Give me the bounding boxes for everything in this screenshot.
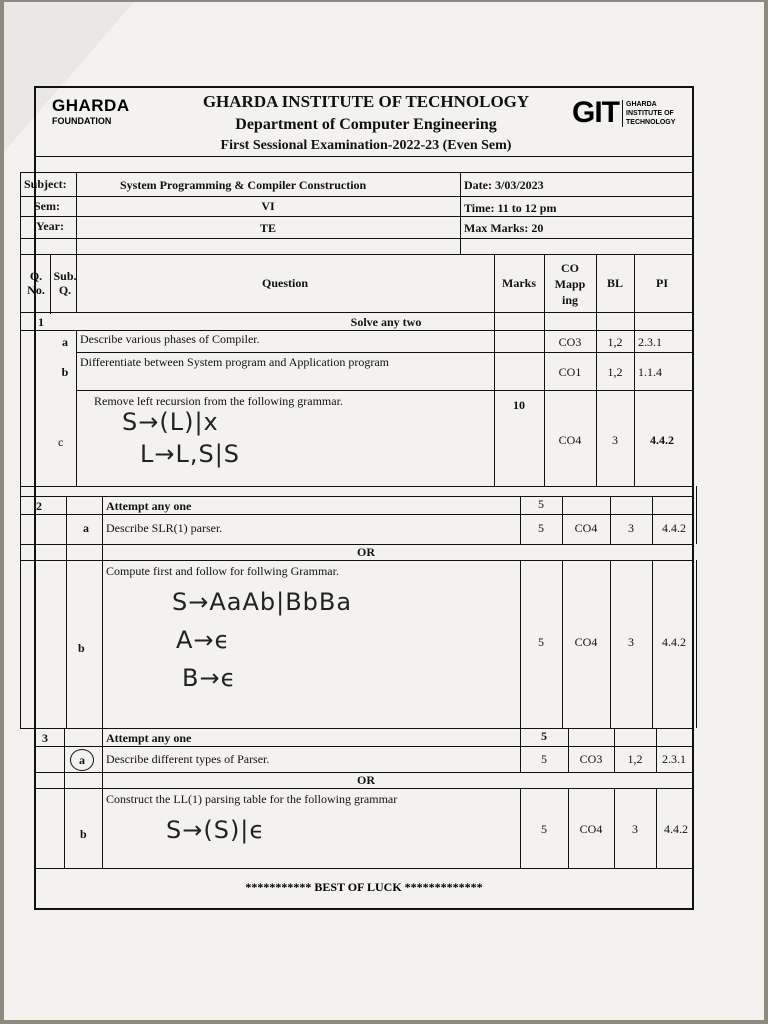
q3-instruction: Attempt any one xyxy=(106,730,192,745)
q3a-marks: 5 xyxy=(541,751,547,766)
q2a-bl: 3 xyxy=(628,520,634,535)
q1b-bl: 1,2 xyxy=(607,364,623,379)
q2b-co: CO4 xyxy=(574,634,598,649)
q1b-sub: b xyxy=(61,364,69,379)
q2b-marks: 5 xyxy=(538,634,544,649)
q2b-sub: b xyxy=(78,640,85,655)
q3b-bl: 3 xyxy=(632,821,638,836)
q2a-pi: 4.4.2 xyxy=(662,520,686,535)
best-of-luck-footer: *********** BEST OF LUCK ************* xyxy=(245,880,483,894)
q3-number: 3 xyxy=(42,730,48,745)
q3-or-label: OR xyxy=(357,772,375,787)
q2a-text: Describe SLR(1) parser. xyxy=(106,520,223,535)
q2a-sub: a xyxy=(83,520,89,535)
q1c-co: CO4 xyxy=(558,432,582,447)
q2b-grammar-line1: S→AaAb|BbBa xyxy=(172,588,353,616)
col-question: Question xyxy=(261,275,308,290)
q1c-grammar-line2: L→L,S|S xyxy=(140,440,241,468)
institute-name: GHARDA INSTITUTE OF TECHNOLOGY xyxy=(202,92,530,111)
q1-number: 1 xyxy=(38,314,44,329)
q1c-pi: 4.4.2 xyxy=(650,432,674,447)
sem-value: VI xyxy=(261,198,275,213)
q2-marks: 5 xyxy=(538,496,544,511)
q1c-bl: 3 xyxy=(612,432,618,447)
q1a-text: Describe various phases of Compiler. xyxy=(80,331,260,346)
exam-date: Date: 3/03/2023 xyxy=(464,177,544,192)
col-pi: PI xyxy=(656,275,668,290)
q2a-marks: 5 xyxy=(538,520,544,535)
q1c-text: Remove left recursion from the following grammar. xyxy=(94,393,343,408)
subject-value: System Programming & Compiler Construction xyxy=(120,177,367,192)
q3a-sub: a xyxy=(79,752,85,767)
q1a-sub: a xyxy=(62,334,68,349)
q1c-grammar-line1: S→(L)|x xyxy=(122,408,219,436)
q2b-pi: 4.4.2 xyxy=(662,634,686,649)
max-marks: Max Marks: 20 xyxy=(464,220,544,235)
q1-instruction: Solve any two xyxy=(350,314,422,329)
q1a-bl: 1,2 xyxy=(607,334,623,349)
gharda-foundation-logo: GHARDA FOUNDATION xyxy=(52,96,130,126)
year-value: TE xyxy=(259,220,276,235)
q2b-bl: 3 xyxy=(628,634,634,649)
q3b-marks: 5 xyxy=(541,821,547,836)
exam-time: Time: 11 to 12 pm xyxy=(464,200,557,215)
exam-title: First Sessional Examination-2022-23 (Even Sem) xyxy=(220,138,512,153)
exam-header xyxy=(136,92,596,154)
q2-or-label: OR xyxy=(357,544,375,559)
sem-label: Sem: xyxy=(34,198,60,213)
q2-instruction: Attempt any one xyxy=(106,498,192,513)
q1a-pi: 2.3.1 xyxy=(638,334,662,349)
col-co-mapping: CO Mapp ing xyxy=(554,261,586,307)
q2a-co: CO4 xyxy=(574,520,598,535)
git-logo: GIT GHARDA INSTITUTE OF TECHNOLOGY xyxy=(572,96,676,129)
q1c-sub: c xyxy=(58,434,64,449)
q3a-text: Describe different types of Parser. xyxy=(106,751,270,766)
col-qno: Q. No. xyxy=(27,269,45,297)
q3a-pi: 2.3.1 xyxy=(662,751,686,766)
q3b-pi: 4.4.2 xyxy=(664,821,688,836)
department-name: Department of Computer Engineering xyxy=(235,116,497,133)
q2b-text: Compute first and follow for follwing Grammar. xyxy=(106,563,339,578)
exam-paper xyxy=(24,86,694,910)
q3b-sub: b xyxy=(80,826,87,841)
q1b-pi: 1.1.4 xyxy=(638,364,662,379)
q3b-co: CO4 xyxy=(579,821,603,836)
q2-number: 2 xyxy=(36,498,42,513)
year-label: Year: xyxy=(36,218,64,233)
q1b-co: CO1 xyxy=(558,364,582,379)
q3b-text: Construct the LL(1) parsing table for the following grammar xyxy=(106,791,398,806)
q2b-grammar-line2: A→ϵ xyxy=(176,626,231,654)
col-marks: Marks xyxy=(502,275,536,290)
q1b-text: Differentiate between System program and Application program xyxy=(80,354,390,369)
q3-marks: 5 xyxy=(541,728,547,743)
subject-label: Subject: xyxy=(24,176,67,191)
q2b-grammar-line3: B→ϵ xyxy=(182,664,237,692)
q3a-bl: 1,2 xyxy=(627,751,643,766)
col-subq: Sub. Q. xyxy=(53,269,77,297)
q1a-co: CO3 xyxy=(558,334,582,349)
col-bl: BL xyxy=(606,275,623,290)
q3b-grammar-line1: S→(S)|ϵ xyxy=(166,816,266,844)
q1-marks: 10 xyxy=(513,397,525,412)
q3a-co: CO3 xyxy=(579,751,603,766)
